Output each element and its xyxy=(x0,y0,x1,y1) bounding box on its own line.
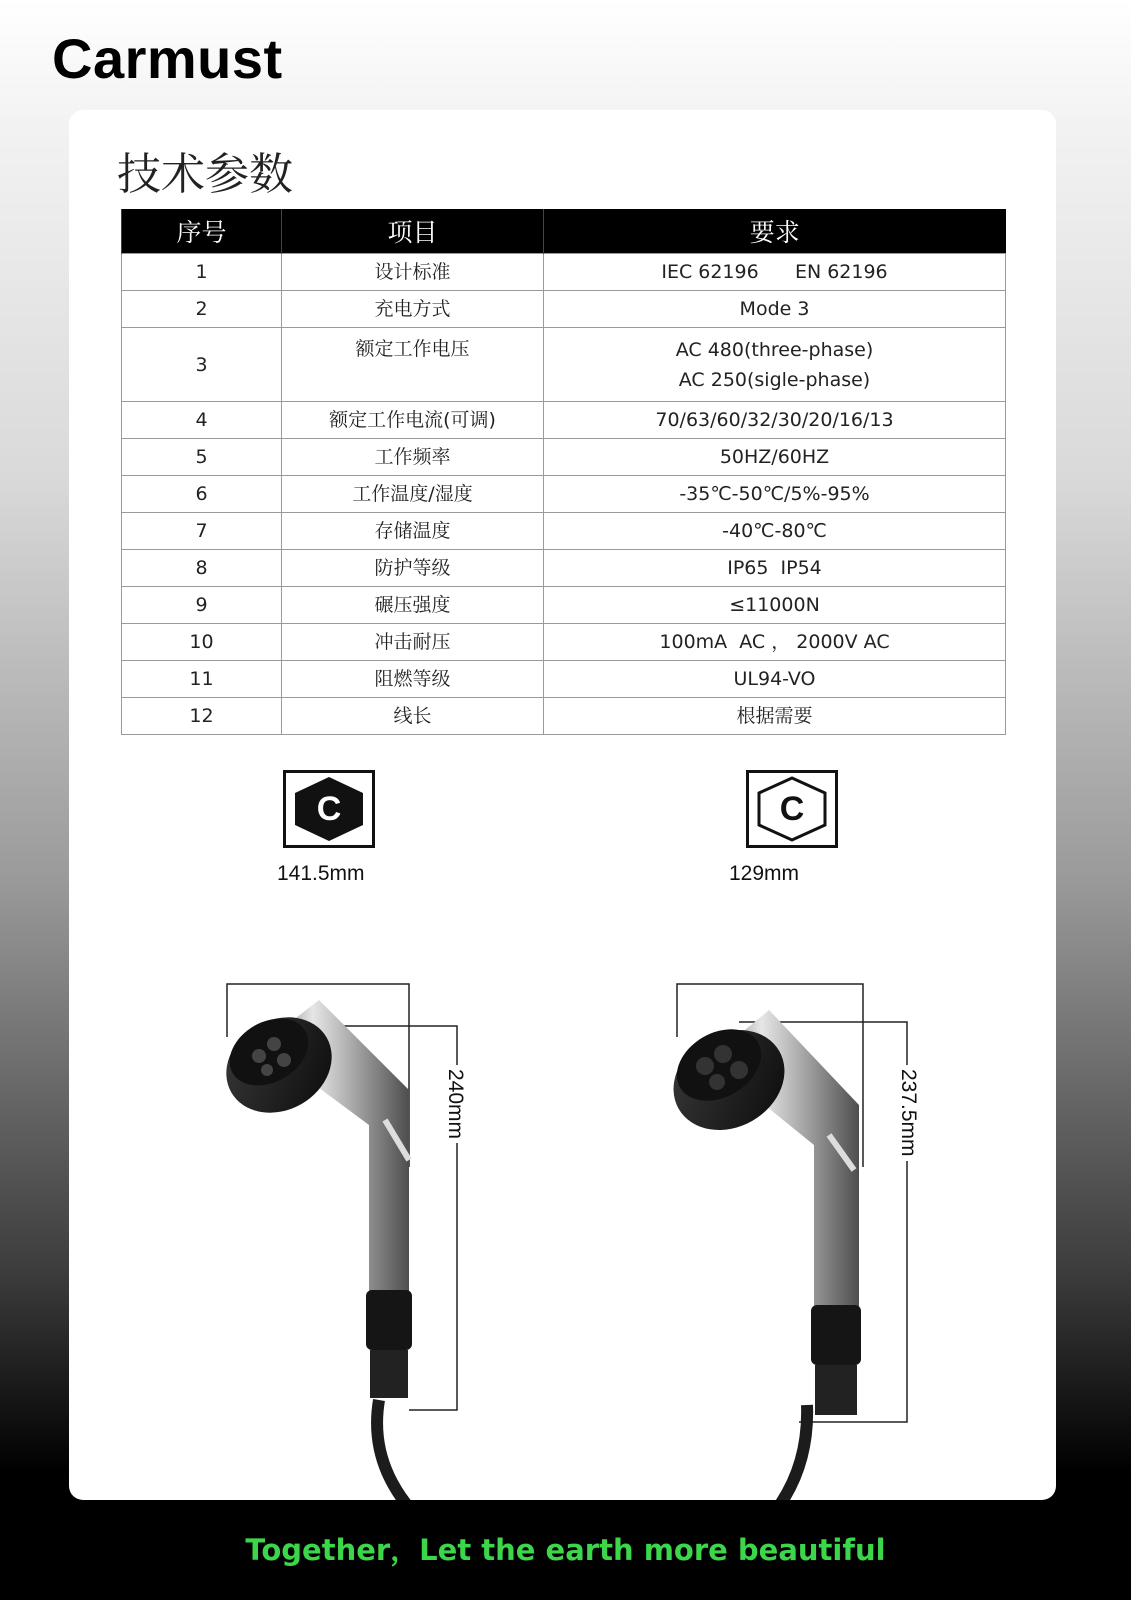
table-row xyxy=(122,402,1006,439)
cell-req-line: AC 250(sigle-phase) xyxy=(678,368,871,391)
cell-req-line: 70/63/60/32/30/20/16/13 xyxy=(655,409,894,431)
table-row xyxy=(122,698,1006,735)
table-row xyxy=(122,476,1006,513)
cell-req-line: AC 480(three-phase) xyxy=(675,338,874,361)
cell-item: 存储温度 xyxy=(282,513,544,550)
cell-req xyxy=(544,476,1006,513)
cell-req xyxy=(544,328,1006,402)
cell-item: 额定工作电压 xyxy=(282,328,544,402)
cell-no: 10 xyxy=(122,624,282,661)
cell-req-line: -35℃-50℃/5%-95% xyxy=(679,483,870,505)
cell-no: 4 xyxy=(122,402,282,439)
cell-item: 防护等级 xyxy=(282,550,544,587)
cell-no: 5 xyxy=(122,439,282,476)
header-no: 序号 xyxy=(122,209,282,254)
cell-no: 3 xyxy=(122,328,282,402)
cell-item: 额定工作电流(可调) xyxy=(282,402,544,439)
table-row xyxy=(122,624,1006,661)
cell-no: 6 xyxy=(122,476,282,513)
cell-req-line: IEC 62196 EN 62196 xyxy=(661,261,888,283)
table-row xyxy=(122,587,1006,624)
cell-no: 8 xyxy=(122,550,282,587)
table-row xyxy=(122,439,1006,476)
cell-req-line: 100mA AC ， 2000V AC xyxy=(659,631,890,653)
cell-no: 9 xyxy=(122,587,282,624)
section-title: 技术参数 xyxy=(117,149,293,200)
cell-req xyxy=(544,698,1006,735)
cell-item: 充电方式 xyxy=(282,291,544,328)
connector-left-body xyxy=(209,999,412,1398)
header-item: 项目 xyxy=(282,209,544,254)
slogan: Together，Let the earth more beautiful xyxy=(245,1533,886,1567)
cell-item: 线长 xyxy=(282,698,544,735)
cell-req xyxy=(544,439,1006,476)
cell-req xyxy=(544,587,1006,624)
cell-item: 工作频率 xyxy=(282,439,544,476)
table-row xyxy=(122,328,1006,402)
cell-req-line: -40℃-80℃ xyxy=(722,520,827,542)
cell-no: 7 xyxy=(122,513,282,550)
cell-req xyxy=(544,661,1006,698)
cell-req-line: IP65 IP54 xyxy=(727,557,822,579)
table-row xyxy=(122,513,1006,550)
cert-mark-right-letter: C xyxy=(779,790,805,828)
header-req: 要求 xyxy=(544,209,1006,254)
cell-item: 冲击耐压 xyxy=(282,624,544,661)
cell-req-line: 根据需要 xyxy=(736,705,813,727)
cable-coil xyxy=(324,1400,807,1500)
cell-item: 碾压强度 xyxy=(282,587,544,624)
table-row xyxy=(122,661,1006,698)
connector-right-body xyxy=(655,1010,861,1415)
cell-req xyxy=(544,513,1006,550)
table-header-row xyxy=(122,209,1006,254)
dim-left-width: 141.5mm xyxy=(273,862,369,886)
cell-req-line: Mode 3 xyxy=(739,298,810,320)
cell-req-line: ≤11000N xyxy=(729,594,820,616)
cell-item: 阻燃等级 xyxy=(282,661,544,698)
cell-req xyxy=(544,550,1006,587)
spec-card xyxy=(69,110,1056,1500)
dim-right-width: 129mm xyxy=(725,862,803,886)
cell-req-line: UL94-VO xyxy=(733,668,816,690)
cell-req xyxy=(544,402,1006,439)
cell-no: 12 xyxy=(122,698,282,735)
table-row xyxy=(122,291,1006,328)
cell-no: 11 xyxy=(122,661,282,698)
cert-mark-left-letter: C xyxy=(316,790,342,828)
cell-req xyxy=(544,254,1006,291)
cell-item: 工作温度/湿度 xyxy=(282,476,544,513)
cell-no: 2 xyxy=(122,291,282,328)
table-row xyxy=(122,550,1006,587)
cell-no: 1 xyxy=(122,254,282,291)
dim-right-height: 237.5mm xyxy=(896,1065,920,1161)
cell-req-line: 50HZ/60HZ xyxy=(719,446,830,468)
dim-left-height: 240mm xyxy=(443,1065,467,1143)
table-row xyxy=(122,254,1006,291)
spec-table xyxy=(121,209,1006,735)
cell-req xyxy=(544,624,1006,661)
cell-req xyxy=(544,291,1006,328)
cell-item: 设计标准 xyxy=(282,254,544,291)
brand-logo: Carmust xyxy=(52,27,283,90)
